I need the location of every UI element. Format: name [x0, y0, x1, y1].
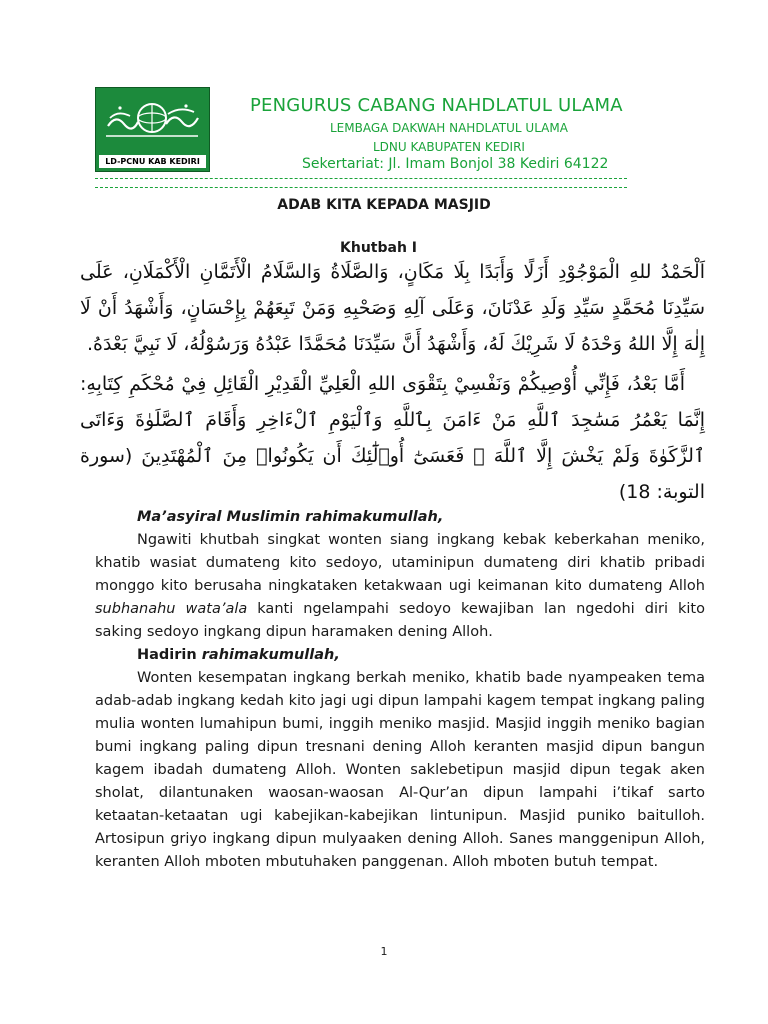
salutation-2-text: Hadirin: [137, 647, 202, 663]
arabic-opening-text: اَلْحَمْدُ للهِ الْمَوْجُوْدِ أَزَلًا وَأَبَدًا بِلَا مَكَانٍ، وَالصَّلَاةُ وَالسَّلَامُ الْأَتَمَّانِ الْأَكْمَلَانِ، عَلَى سَيِّدِنَا مُحَمَّدٍ سَيِّدِ وَلَدِ عَدْنَانَ، وَعَلَى آلِهِ وَصَحْبِهِ وَمَنْ تَبِعَهُمْ بِإِحْسَانٍ، وَأَشْهَدُ أَنْ لَا إِلٰهَ إِلَّا اللهُ وَحْدَهُ لَا شَرِيْكَ لَهُ، وَأَشْهَدُ أَنَّ سَيِّدَنَا مُحَمَّدًا عَبْدُهُ وَرَسُوْلُهُ، لَا نَبِيَّ بَعْدَهُ.: [80, 261, 705, 355]
header-separator: [95, 178, 627, 188]
organization-subtitle-2: LDNU KABUPATEN KEDIRI: [373, 140, 525, 154]
logo-caption: LD-PCNU KAB KEDIRI: [99, 155, 206, 168]
secretariat-address: Sekertariat: Jl. Imam Bonjol 38 Kediri 64122: [302, 156, 609, 172]
paragraph-1-italic: subhanahu wata’ala: [95, 601, 248, 617]
paragraph-1: [95, 529, 705, 644]
organization-logo: [95, 87, 210, 172]
sermon-body: [95, 506, 705, 874]
arabic-quran-text: [80, 366, 705, 510]
nu-emblem-icon: [102, 96, 202, 144]
organization-title: PENGURUS CABANG NAHDLATUL ULAMA: [250, 95, 623, 116]
salutation-2-italic: rahimakumullah,: [201, 647, 340, 663]
salutation-2: [95, 644, 705, 667]
document-title: ADAB KITA KEPADA MASJID: [277, 197, 491, 213]
page-number: 1: [380, 945, 388, 958]
section-heading: Khutbah I: [340, 240, 417, 256]
paragraph-2: Wonten kesempatan ingkang berkah meniko, khatib bade nyampeaken tema adab-adab ingkang kedah kito jagi ugi dipun lampahi kagem tempat ingkang paling mulia wonten lumahipun bumi, inggih meniko masjid. Masjid inggih meniko bagian bumi ingkang paling dipun tresnani dening Alloh keranten masjid dipun bangun kagem ibadah dumateng Alloh. Wonten saklebetipun masjid dipun tegak aken sholat, dilantunaken waosan-waosan Al-Qur’an dipun lampahi i’tikaf sarto ketaatan-ketaatan ugi kabejikan-kabejikan lintunipun. Masjid puniko baitulloh. Artosipun griyo ingkang dipun mulyaaken dening Alloh. Sanes manggenipun Alloh, keranten Alloh mboten mbutuhaken panggenan. Alloh mboten butuh tempat.: [95, 670, 705, 870]
paragraph-1-text-b: kanti ngelampahi sedoyo kewajiban lan ngedohi diri kito saking sedoyo ingkang dipun haramaken dening Alloh.: [95, 601, 705, 640]
arabic-quran-verse: أَمَّا بَعْدُ، فَإِنِّي أُوْصِيكُمْ وَنَفْسِيْ بِتَقْوَى اللهِ الْعَلِيِّ الْقَدِيْرِ الْقَائِلِ فِيْ مُحْكَمِ كِتَابِهِ: إِنَّمَا يَعْمُرُ مَسَٰجِدَ ٱللَّهِ مَنْ ءَامَنَ بِٱللَّهِ وَٱلْيَوْمِ ٱلْءَاخِرِ وَأَقَامَ ٱلصَّلَوٰةَ وَءَاتَى ٱلزَّكَوٰةَ وَلَمْ يَخْشَ إِلَّا ٱللَّهَ ۖ فَعَسَىٰٓ أُو۟لَٰٓئِكَ أَن يَكُونُوا۟ مِنَ ٱلْمُهْتَدِينَ (سورة التوبة: 18): [80, 373, 705, 503]
organization-subtitle-1: LEMBAGA DAKWAH NAHDLATUL ULAMA: [330, 121, 568, 135]
paragraph-1-text-a: Ngawiti khutbah singkat wonten siang ingkang kebak keberkahan meniko, khatib wasiat dumateng kito sedoyo, utaminipun dumateng diri khatib pribadi monggo kito berusaha ningkataken ketakwaan ugi keimanan kito dumateng Alloh: [95, 532, 705, 594]
salutation-1: Ma’asyiral Muslimin rahimakumullah,: [137, 509, 444, 525]
